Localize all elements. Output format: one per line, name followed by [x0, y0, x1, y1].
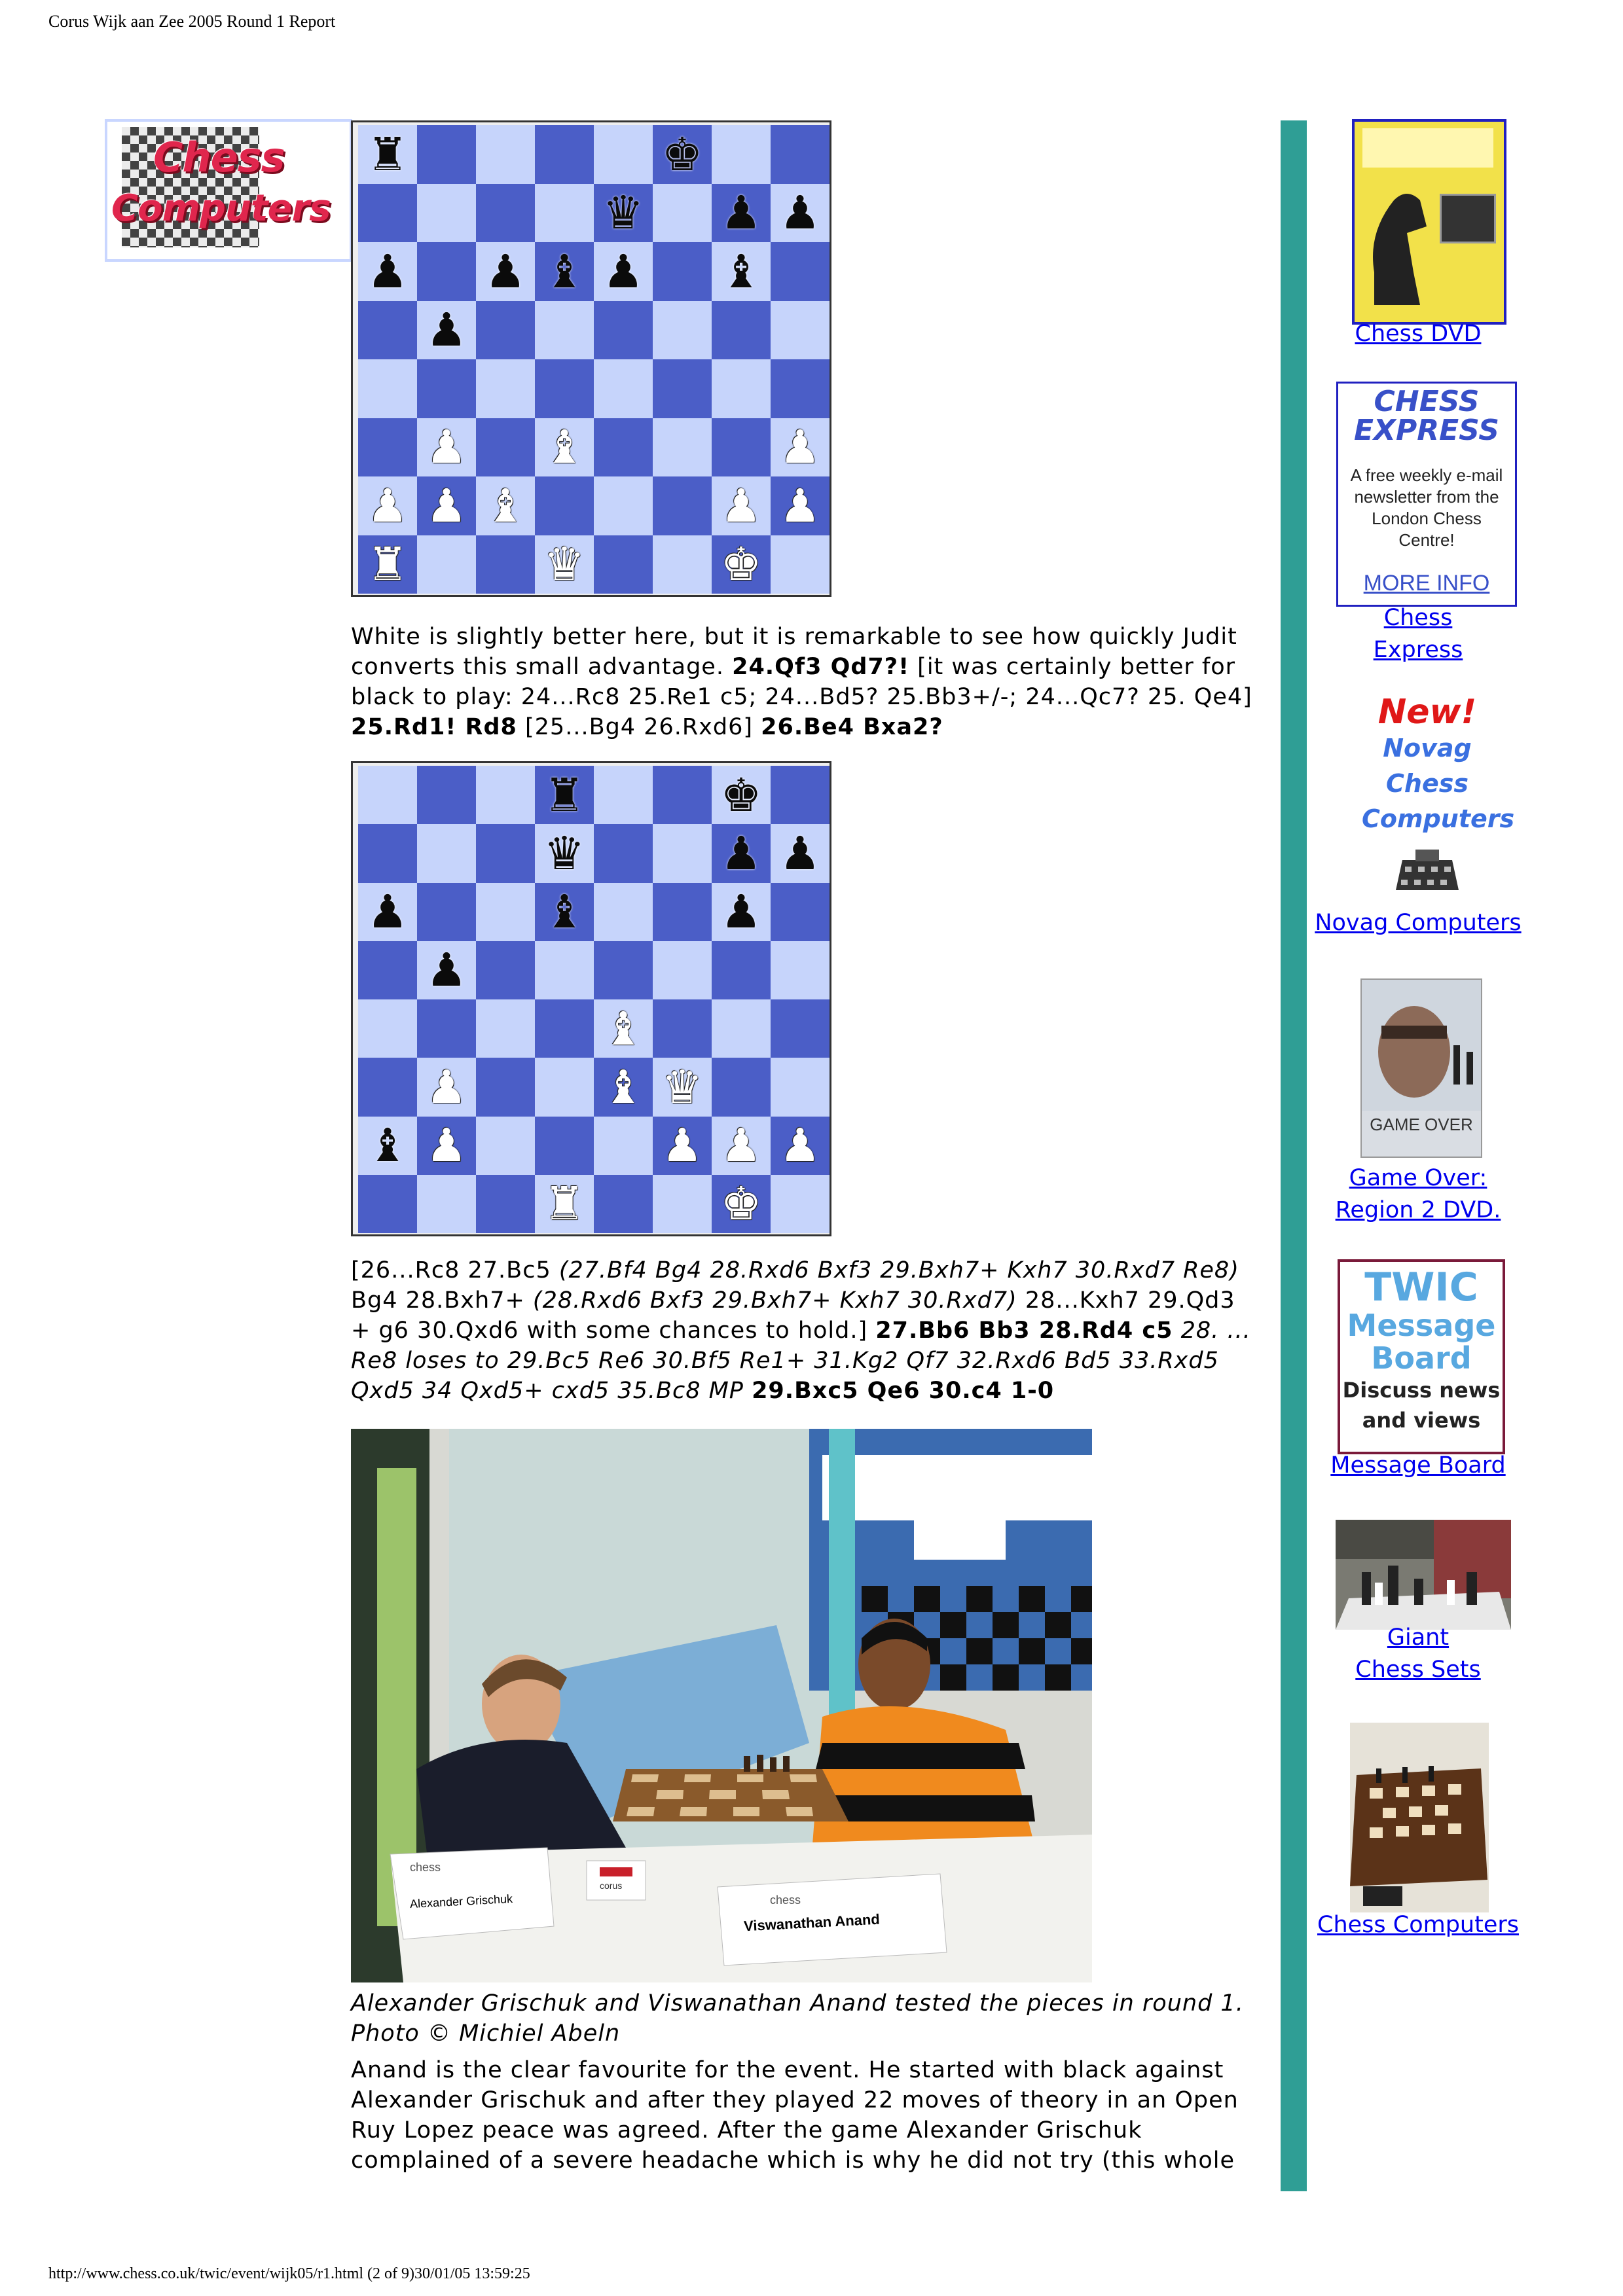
message-board-link-text[interactable]: Message Board — [1330, 1452, 1506, 1479]
white-bishop-icon: ♝ — [602, 1001, 644, 1056]
board-square — [476, 301, 535, 360]
board-square — [594, 824, 653, 882]
board-square — [417, 535, 476, 594]
board-square — [594, 1058, 653, 1116]
chess-computers-link[interactable] — [1307, 1909, 1529, 1941]
board-square — [417, 1175, 476, 1233]
board-square — [771, 359, 830, 418]
white-rook-icon: ♜ — [543, 1177, 585, 1231]
twic-line4: Discuss news — [1342, 1378, 1501, 1403]
board-square — [771, 883, 830, 941]
logo-line1: Chess — [153, 134, 285, 181]
black-pawn-icon: ♟ — [720, 885, 762, 939]
board-square — [417, 476, 476, 535]
board-square — [771, 766, 830, 824]
board-square — [771, 301, 830, 360]
nameplate-chess-logo-right: chess — [770, 1893, 801, 1907]
board-square — [771, 1058, 830, 1116]
board-square — [417, 1058, 476, 1116]
board-square — [358, 476, 417, 535]
board-square — [653, 359, 712, 418]
board-square — [476, 418, 535, 477]
game-over-link[interactable] — [1307, 1162, 1529, 1227]
board-square — [476, 476, 535, 535]
white-pawn-icon: ♟ — [720, 478, 762, 533]
board-square — [594, 883, 653, 941]
board-square — [417, 242, 476, 301]
board-square — [712, 824, 771, 882]
chess-express-link-line2[interactable]: Express — [1373, 637, 1463, 663]
black-pawn-icon: ♟ — [720, 826, 762, 880]
white-rook-icon: ♜ — [367, 537, 409, 592]
board-square — [712, 999, 771, 1058]
novag-computers-link[interactable] — [1307, 907, 1529, 939]
board-square — [712, 242, 771, 301]
board-square — [653, 999, 712, 1058]
nameplate-anand: Viswanathan Anand — [743, 1910, 881, 1935]
board-square — [476, 359, 535, 418]
black-pawn-icon: ♟ — [426, 943, 467, 997]
annotation-paragraph-1 — [351, 622, 1254, 742]
giant-chess-sets-link-line2[interactable]: Chess Sets — [1355, 1657, 1481, 1683]
board-square — [594, 418, 653, 477]
board-square — [358, 1117, 417, 1175]
black-bishop-icon: ♝ — [720, 244, 762, 298]
board-square — [358, 999, 417, 1058]
board-square — [712, 1058, 771, 1116]
game-over-link-line1[interactable]: Game Over: — [1349, 1165, 1487, 1191]
logo-line2: Computers — [111, 187, 331, 230]
board-square — [771, 184, 830, 243]
board-square — [771, 535, 830, 594]
game-over-link-line2[interactable]: Region 2 DVD. — [1335, 1197, 1501, 1223]
board-square — [771, 476, 830, 535]
board-square — [712, 184, 771, 243]
board-square — [358, 184, 417, 243]
board-square — [358, 535, 417, 594]
para1-move-1: 24.Qf3 Qd7?! — [732, 654, 910, 680]
twic-line5: and views — [1362, 1408, 1481, 1433]
express-title-line2: EXPRESS — [1354, 414, 1499, 447]
board-square — [535, 999, 594, 1058]
board-grid-1 — [358, 125, 830, 594]
white-pawn-icon: ♟ — [367, 478, 409, 533]
novag-computers-link-text[interactable]: Novag Computers — [1315, 910, 1522, 936]
chess-computers-logo[interactable] — [105, 119, 352, 262]
black-bishop-icon: ♝ — [543, 244, 585, 298]
para1-text-3: [25...Bg4 26.Rxd6] — [517, 714, 761, 740]
twic-line3: Board — [1371, 1340, 1472, 1376]
game-photo — [351, 1429, 1092, 1982]
chess-express-link-line1[interactable]: Chess — [1383, 605, 1453, 631]
novag-line2: Chess — [1386, 769, 1468, 798]
board-square — [358, 883, 417, 941]
black-king-icon: ♚ — [661, 127, 703, 181]
board-square — [653, 883, 712, 941]
express-title-line1: CHESS — [1374, 385, 1480, 418]
white-queen-icon: ♛ — [661, 1060, 703, 1114]
para2-text-2: Bg4 28.Bxh7+ — [351, 1287, 533, 1314]
black-pawn-icon: ♟ — [426, 303, 467, 357]
chess-computer-image[interactable] — [1350, 1723, 1489, 1912]
black-king-icon: ♚ — [720, 768, 762, 822]
board-square — [712, 359, 771, 418]
board-square — [712, 941, 771, 999]
board-square — [653, 1058, 712, 1116]
board-square — [712, 535, 771, 594]
board-square — [417, 999, 476, 1058]
board-square — [476, 535, 535, 594]
board-square — [653, 125, 712, 184]
white-bishop-icon: ♝ — [543, 420, 585, 475]
board-square — [476, 184, 535, 243]
game-over-dvd-ad[interactable] — [1360, 978, 1482, 1158]
board-square — [771, 125, 830, 184]
board-square — [771, 999, 830, 1058]
board-square — [417, 184, 476, 243]
board-square — [653, 1117, 712, 1175]
board-square — [712, 418, 771, 477]
board-square — [476, 1117, 535, 1175]
board-square — [417, 766, 476, 824]
twic-line2: Message — [1347, 1308, 1496, 1343]
twic-message-board-ad[interactable] — [1338, 1259, 1505, 1454]
chess-computers-link-text[interactable]: Chess Computers — [1317, 1912, 1519, 1938]
board-square — [358, 418, 417, 477]
board-square — [594, 999, 653, 1058]
page-footer-url: http://www.chess.co.uk/twic/event/wijk05/r1.html (2 of 9)30/01/05 13:59:25 — [48, 2265, 530, 2282]
board-square — [358, 766, 417, 824]
board-square — [594, 1175, 653, 1233]
novag-computer-icon — [1396, 840, 1459, 893]
giant-chess-sets-image[interactable] — [1336, 1520, 1511, 1630]
corus-logo: corus — [600, 1880, 623, 1891]
novag-new-label: New! — [1377, 692, 1477, 732]
board-square — [535, 242, 594, 301]
novag-line1: Novag — [1383, 734, 1472, 762]
board-square — [358, 1175, 417, 1233]
white-king-icon: ♚ — [720, 1177, 762, 1231]
novag-ad[interactable] — [1362, 692, 1515, 910]
black-pawn-icon: ♟ — [484, 244, 526, 298]
board-square — [535, 824, 594, 882]
board-square — [535, 535, 594, 594]
black-bishop-icon: ♝ — [543, 885, 585, 939]
board-square — [417, 418, 476, 477]
board-square — [476, 941, 535, 999]
black-pawn-icon: ♟ — [367, 885, 409, 939]
board-square — [594, 125, 653, 184]
board-square — [535, 418, 594, 477]
para2-variation-2: (28.Rxd6 Bxf3 29.Bxh7+ Kxh7 30.Rxd7) — [532, 1287, 1017, 1314]
board-square — [594, 184, 653, 243]
board-square — [594, 476, 653, 535]
para2-text-3: 28...Kxh7 29.Qd3 + g6 30.Qxd6 with some chances to hold.] — [351, 1287, 1235, 1344]
white-pawn-icon: ♟ — [779, 420, 821, 475]
board-square — [476, 883, 535, 941]
board-square — [417, 941, 476, 999]
board-square — [653, 242, 712, 301]
white-pawn-icon: ♟ — [779, 1119, 821, 1173]
board-square — [417, 301, 476, 360]
twic-line1: TWIC — [1364, 1265, 1478, 1310]
board-square — [712, 883, 771, 941]
chess-diagram-1 — [351, 120, 831, 597]
board-square — [653, 941, 712, 999]
board-square — [535, 1175, 594, 1233]
white-pawn-icon: ♟ — [426, 1119, 467, 1173]
para2-variation-3: 28. ... Re8 loses to 29.Bc5 Re6 30.Bf5 Re1+ 31.Kg2 Qf7 32.Rxd6 Bd5 33.Rxd5 Qxd5 34 Qxd5+ cxd5 35.Bc8 MP — [351, 1318, 1251, 1404]
board-square — [358, 301, 417, 360]
board-square — [358, 1058, 417, 1116]
chess-dvd-ad[interactable] — [1352, 119, 1506, 325]
black-pawn-icon: ♟ — [367, 244, 409, 298]
board-square — [653, 184, 712, 243]
white-pawn-icon: ♟ — [426, 478, 467, 533]
board-square — [417, 359, 476, 418]
black-pawn-icon: ♟ — [779, 826, 821, 880]
board-square — [771, 824, 830, 882]
page-header-title: Corus Wijk aan Zee 2005 Round 1 Report — [48, 12, 336, 31]
board-square — [535, 184, 594, 243]
sidebar-divider-bar — [1281, 120, 1307, 2191]
nameplate-grischuk: Alexander Grischuk — [409, 1892, 513, 1911]
board-square — [712, 125, 771, 184]
board-square — [771, 1175, 830, 1233]
board-square — [535, 359, 594, 418]
board-square — [358, 824, 417, 882]
board-square — [712, 476, 771, 535]
para1-move-3: 26.Be4 Bxa2? — [761, 714, 943, 740]
board-square — [771, 242, 830, 301]
para1-move-2: 25.Rd1! Rd8 — [351, 714, 517, 740]
board-square — [653, 824, 712, 882]
chess-dvd-link[interactable] — [1307, 318, 1529, 350]
chess-express-link[interactable] — [1307, 602, 1529, 666]
board-square — [476, 766, 535, 824]
board-square — [771, 1117, 830, 1175]
giant-chess-sets-link-line1[interactable]: Giant — [1387, 1624, 1450, 1651]
board-square — [476, 125, 535, 184]
white-bishop-icon: ♝ — [602, 1060, 644, 1114]
board-square — [417, 1117, 476, 1175]
board-square — [476, 824, 535, 882]
white-pawn-icon: ♟ — [720, 1119, 762, 1173]
board-square — [535, 1058, 594, 1116]
board-square — [417, 824, 476, 882]
para2-move-2: 29.Bxc5 Qe6 30.c4 1-0 — [752, 1378, 1055, 1404]
board-square — [594, 766, 653, 824]
board-square — [594, 242, 653, 301]
chess-diagram-2 — [351, 761, 831, 1236]
board-square — [476, 1058, 535, 1116]
express-body-text: A free weekly e-mail newsletter from the London Chess Centre! — [1350, 465, 1503, 550]
para2-move-1: 27.Bb6 Bb3 28.Rd4 c5 — [875, 1318, 1173, 1344]
board-square — [594, 1117, 653, 1175]
board-square — [476, 1175, 535, 1233]
board-square — [594, 301, 653, 360]
knight-icon — [1361, 174, 1433, 305]
board-square — [712, 301, 771, 360]
white-bishop-icon: ♝ — [484, 478, 526, 533]
board-square — [594, 535, 653, 594]
annotation-paragraph-2 — [351, 1255, 1254, 1406]
board-square — [653, 766, 712, 824]
board-square — [771, 418, 830, 477]
game-over-label: GAME OVER — [1370, 1115, 1473, 1134]
black-pawn-icon: ♟ — [779, 186, 821, 240]
dvd-screen-graphic — [1440, 194, 1496, 243]
chess-dvd-link-text[interactable]: Chess DVD — [1355, 321, 1482, 347]
board-square — [712, 1117, 771, 1175]
board-square — [476, 242, 535, 301]
board-square — [653, 535, 712, 594]
kasparov-face-graphic — [1362, 980, 1481, 1111]
para2-text-1: [26...Rc8 27.Bc5 — [351, 1257, 559, 1283]
black-bishop-icon: ♝ — [367, 1119, 409, 1173]
nameplate-chess-logo-left: chess — [410, 1861, 441, 1874]
board-square — [358, 242, 417, 301]
para1-text-2: [it was certainly better for black to play: 24...Rc8 25.Re1 c5; 24...Bd5? 25.Bb3+/-; 24...Qc7? 25. Qe4] — [351, 654, 1252, 710]
board-square — [712, 1175, 771, 1233]
board-square — [417, 883, 476, 941]
board-square — [535, 766, 594, 824]
board-square — [535, 1117, 594, 1175]
board-square — [712, 766, 771, 824]
board-square — [358, 125, 417, 184]
board-square — [358, 941, 417, 999]
white-pawn-icon: ♟ — [426, 420, 467, 475]
board-square — [358, 359, 417, 418]
board-square — [594, 941, 653, 999]
message-board-link[interactable] — [1307, 1450, 1529, 1482]
board-grid-2 — [358, 766, 830, 1233]
board-square — [535, 125, 594, 184]
black-rook-icon: ♜ — [367, 127, 409, 181]
board-square — [535, 883, 594, 941]
dvd-cover-text-area — [1362, 128, 1493, 168]
black-queen-icon: ♛ — [543, 826, 585, 880]
board-square — [771, 941, 830, 999]
board-square — [653, 476, 712, 535]
white-queen-icon: ♛ — [543, 537, 585, 592]
board-square — [535, 301, 594, 360]
board-square — [594, 359, 653, 418]
board-square — [476, 999, 535, 1058]
giant-chess-sets-link[interactable] — [1307, 1622, 1529, 1686]
white-pawn-icon: ♟ — [661, 1119, 703, 1173]
white-pawn-icon: ♟ — [779, 478, 821, 533]
board-square — [417, 125, 476, 184]
black-pawn-icon: ♟ — [602, 244, 644, 298]
white-pawn-icon: ♟ — [426, 1060, 467, 1114]
black-pawn-icon: ♟ — [720, 186, 762, 240]
board-square — [653, 418, 712, 477]
board-square — [535, 476, 594, 535]
board-square — [653, 301, 712, 360]
novag-line3: Computers — [1362, 804, 1515, 833]
white-king-icon: ♚ — [720, 537, 762, 592]
report-paragraph-3: Anand is the clear favourite for the event. He started with black against Alexander Grischuk and after they played 22 moves of theory in an Open Ruy Lopez peace was agreed. After the game Alexander Grischuk complained of a severe headache which is why he did not try (this whole — [351, 2057, 1239, 2174]
black-queen-icon: ♛ — [602, 186, 644, 240]
para2-variation-1: (27.Bf4 Bg4 28.Rxd6 Bxf3 29.Bxh7+ Kxh7 30.Rxd7 Re8) — [558, 1257, 1239, 1283]
board-square — [653, 1175, 712, 1233]
black-rook-icon: ♜ — [543, 768, 585, 822]
express-more-info[interactable]: MORE INFO — [1363, 571, 1490, 596]
chess-express-ad[interactable] — [1336, 382, 1517, 607]
photo-caption: Alexander Grischuk and Viswanathan Anand tested the pieces in round 1. Photo © Michiel Abeln — [351, 1990, 1244, 2047]
board-square — [535, 941, 594, 999]
para1-text-1: White is slightly better here, but it is remarkable to see how quickly Judit converts this small advantage. — [351, 624, 1237, 680]
